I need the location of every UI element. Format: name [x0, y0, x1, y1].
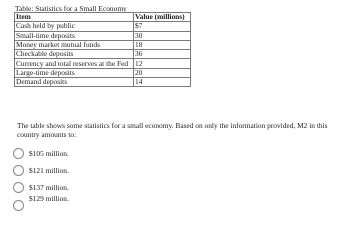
radio-button[interactable] [13, 165, 24, 176]
table-row [15, 31, 191, 40]
row-item-cell: Small-time deposits [15, 31, 134, 40]
row-item-cell: Currency and total reserves at the Fed [15, 59, 134, 68]
row-item-cell: Checkable deposits [15, 50, 134, 59]
table-row [15, 68, 191, 77]
table-header-row [15, 13, 191, 22]
column-header-value: Value (millions) [134, 13, 191, 22]
radio-button[interactable] [13, 148, 24, 159]
column-header-item: Item [15, 13, 134, 22]
table-row [15, 40, 191, 49]
answer-option-label: $105 million. [29, 149, 69, 158]
statistics-table [14, 12, 191, 87]
row-value-cell: 20 [134, 68, 191, 77]
row-value-cell: 18 [134, 40, 191, 49]
row-item-cell: Large-time deposits [15, 68, 134, 77]
row-value-cell: 12 [134, 59, 191, 68]
answer-option-label: $121 million. [29, 166, 69, 175]
row-value-cell: $7 [134, 22, 191, 31]
row-value-cell: 36 [134, 50, 191, 59]
answer-option-label: $137 million. [29, 183, 69, 192]
table-row [15, 22, 191, 31]
row-item-cell: Money market mutual funds [15, 40, 134, 49]
row-item-cell: Demand deposits [15, 78, 134, 87]
row-item-cell: Cash held by public [15, 22, 134, 31]
question-text: The table shows some statistics for a small economy. Based on only the information provided, M2 in this country amounts to: [17, 121, 328, 139]
table-caption: Table: Statistics for a Small Economy [15, 4, 127, 13]
table-row [15, 78, 191, 87]
row-value-cell: 30 [134, 31, 191, 40]
table-row [15, 50, 191, 59]
answer-option-label: $129 million. [29, 194, 69, 203]
table-row [15, 59, 191, 68]
radio-button[interactable] [13, 200, 24, 211]
radio-button[interactable] [13, 182, 24, 193]
row-value-cell: 14 [134, 78, 191, 87]
